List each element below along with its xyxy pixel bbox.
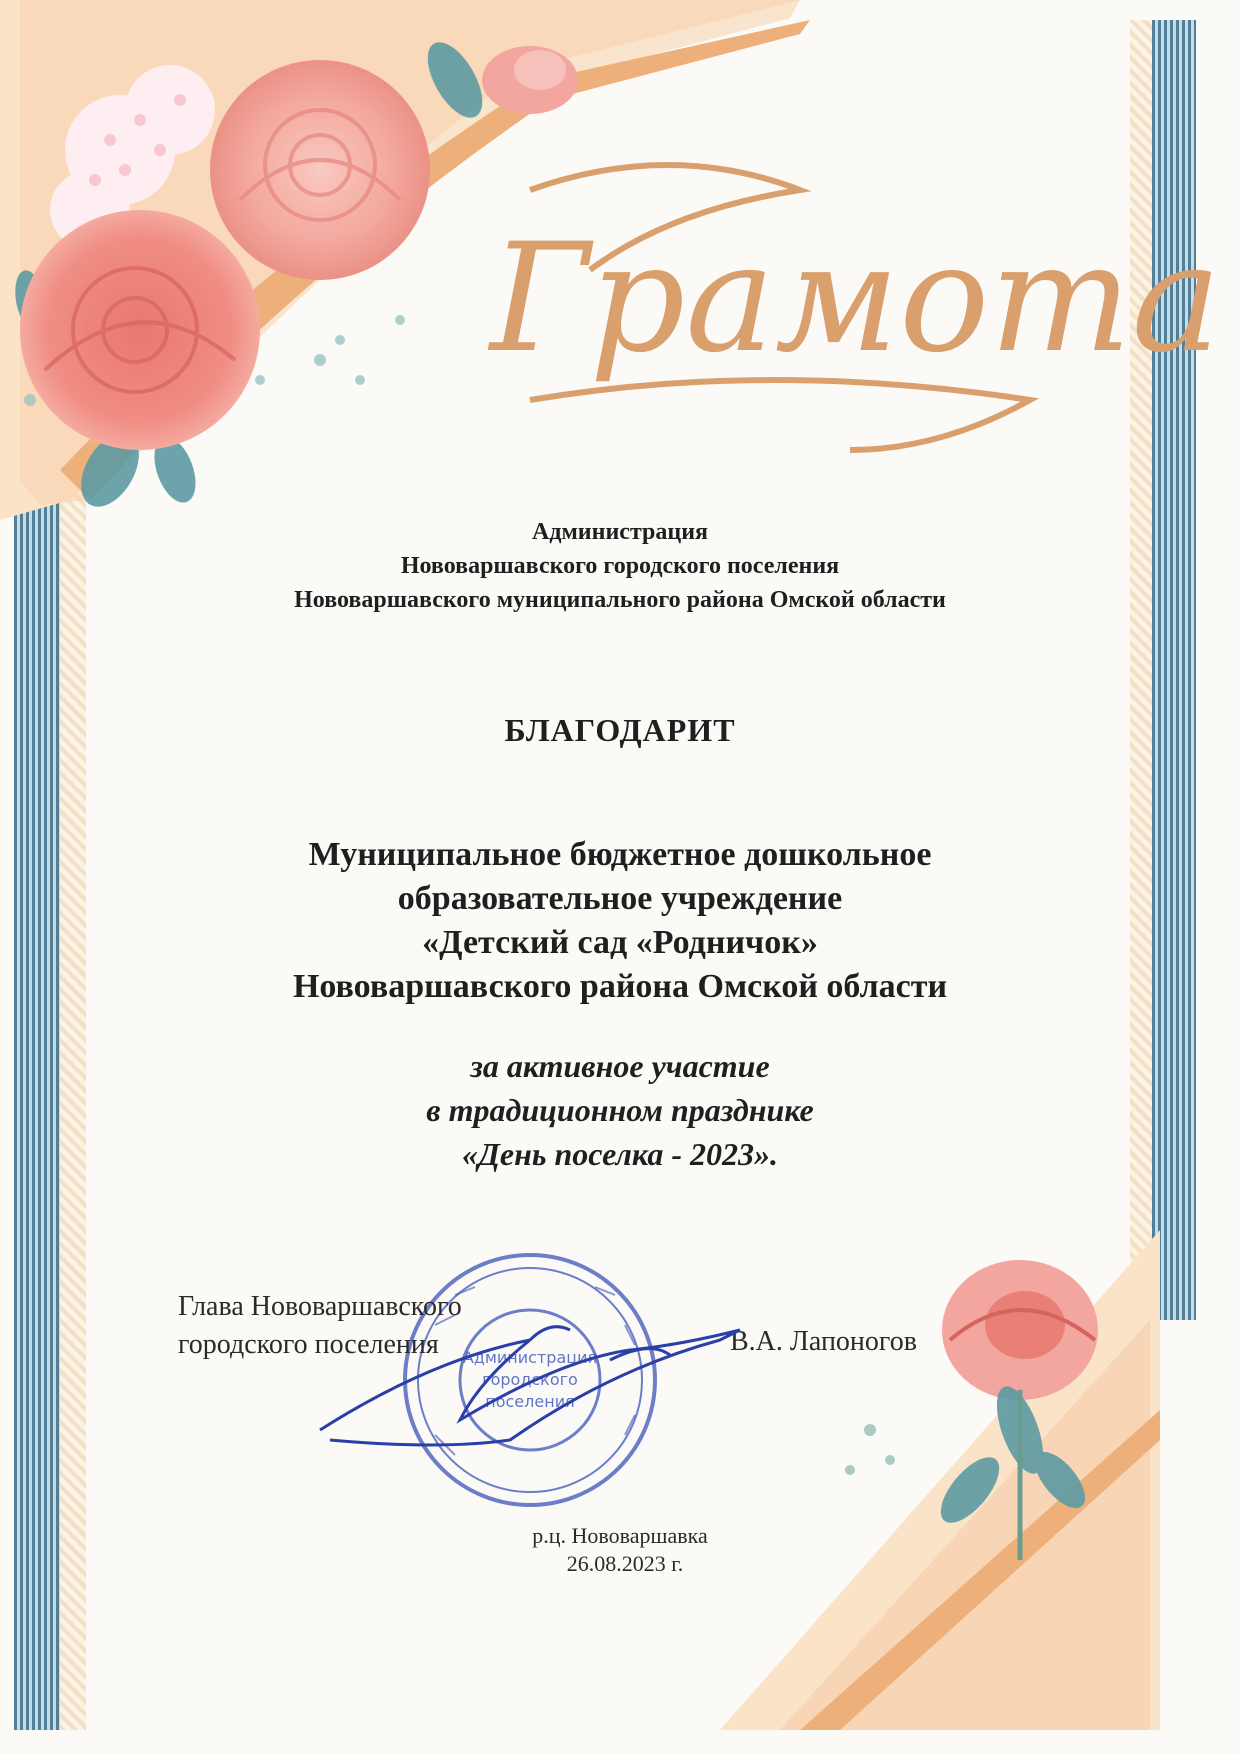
signatory-name: В.А. Лапоногов [730, 1326, 917, 1357]
administration-line: Нововаршавского муниципального района Омской области [294, 587, 946, 613]
reason-line: за активное участие [470, 1048, 770, 1084]
recipient-line: образовательное учреждение [397, 880, 843, 917]
administration-line: Нововаршавского городского поселения [400, 553, 840, 579]
stamp-inner-line: городского [482, 1370, 578, 1389]
award-reason [0, 1044, 1240, 1176]
signatory-title-line: городского поселения [178, 1329, 439, 1360]
heading-script-text: Грамота [490, 212, 1222, 386]
date-text: 26.08.2023 г. [566, 1551, 684, 1576]
stamp-inner-line: поселения [485, 1392, 575, 1411]
stamp-inner-line: Администрация [462, 1348, 598, 1367]
signatory-title-line: Глава Нововаршавского [178, 1291, 462, 1322]
place-text: р.ц. Нововаршавка [532, 1523, 708, 1548]
administration-line: Администрация [531, 519, 709, 545]
handwritten-signature [310, 1300, 810, 1460]
recipient-line: Нововаршавского района Омской области [292, 968, 948, 1005]
administration-heading [0, 515, 1240, 617]
recipient-line: «Детский сад «Родничок» [422, 924, 818, 961]
thanks-heading: БЛАГОДАРИТ [504, 712, 736, 748]
recipient-organization [0, 833, 1240, 1009]
reason-line: в традиционном празднике [426, 1092, 814, 1128]
place-and-date [0, 1522, 1240, 1578]
certificate-script-heading [470, 150, 1222, 470]
recipient-line: Муниципальное бюджетное дошкольное [308, 836, 932, 873]
reason-line: «День поселка - 2023». [462, 1136, 778, 1172]
